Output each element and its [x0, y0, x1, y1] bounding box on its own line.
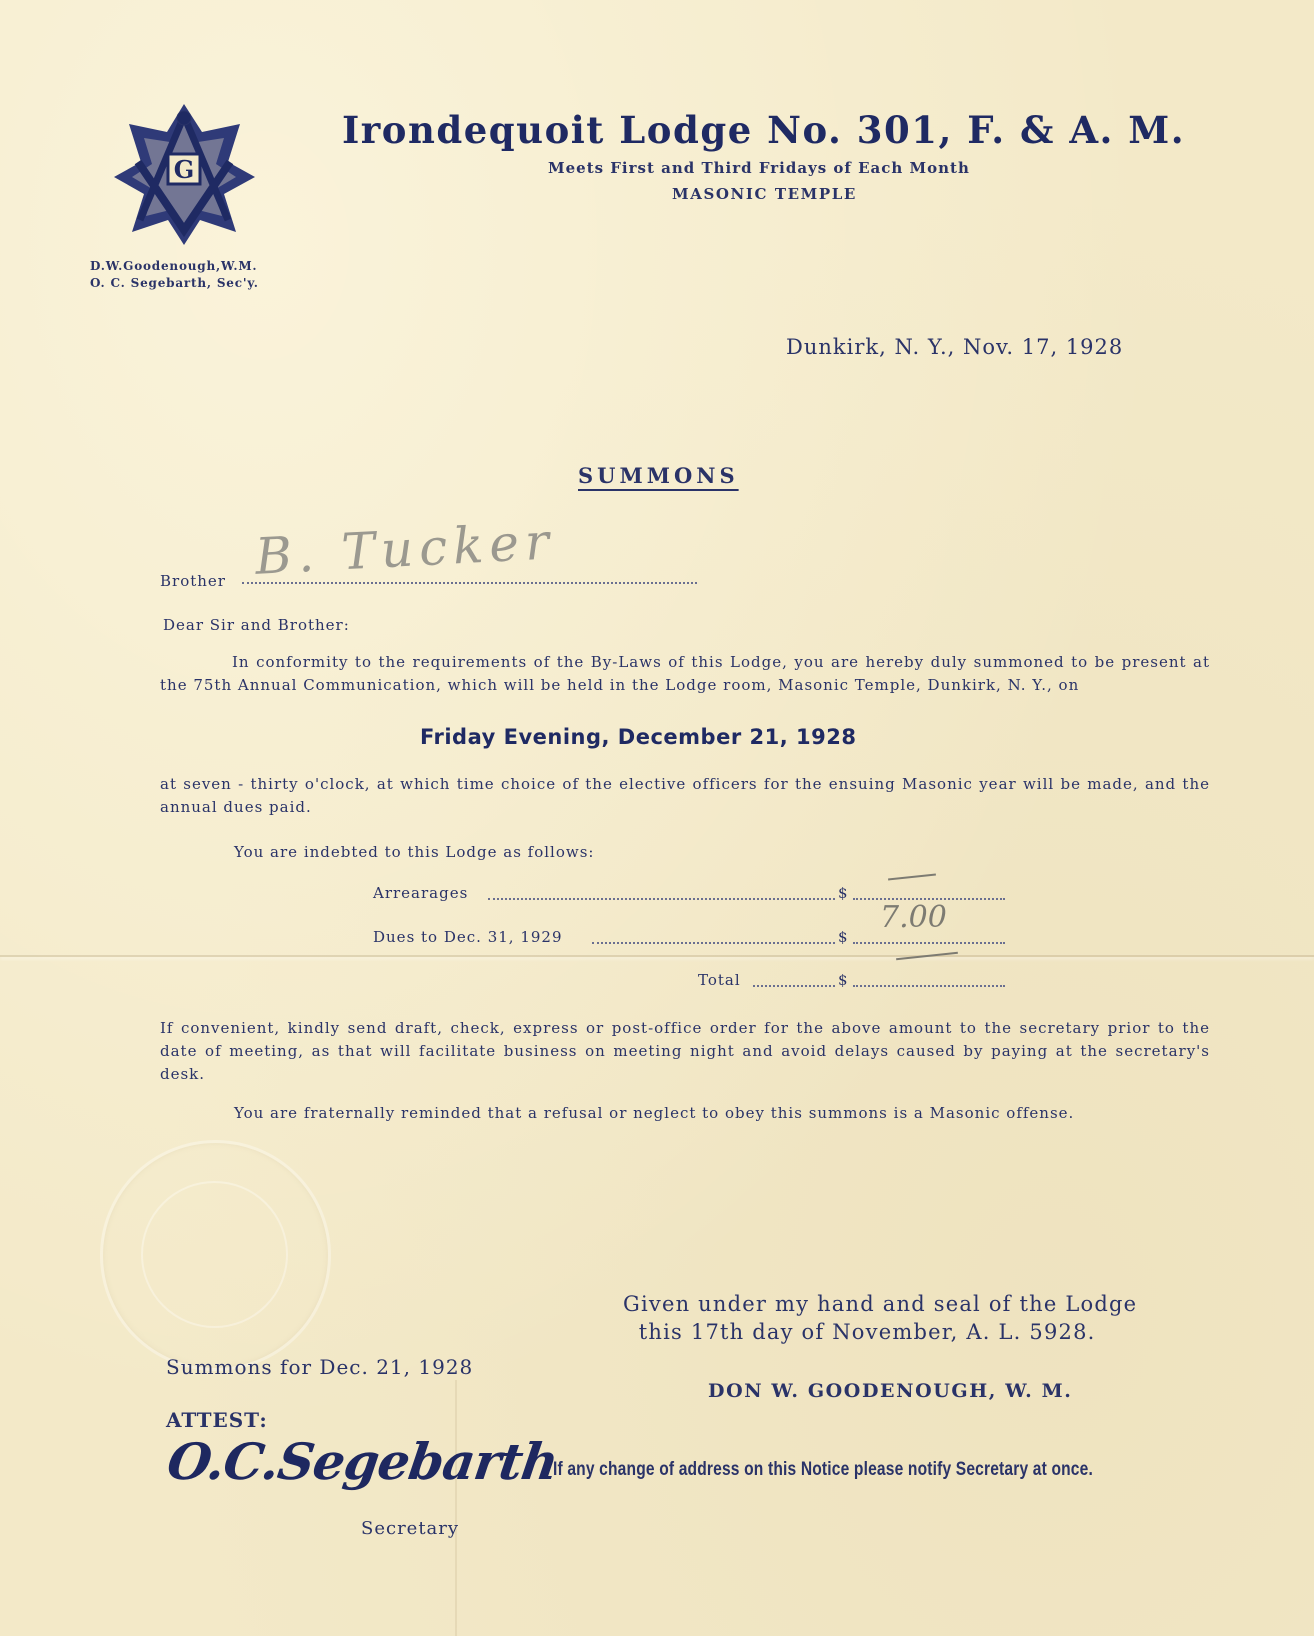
fee-label: Dues to Dec. 31, 1929	[373, 928, 563, 946]
address-change-notice: If any change of address on this Notice please notify Secretary at once.	[553, 1459, 1093, 1480]
handwritten-brother-name: B. Tucker	[253, 512, 557, 586]
fee-label: Arrearages	[373, 884, 469, 902]
salutation: Dear Sir and Brother:	[163, 616, 350, 634]
lodge-title: Irondequoit Lodge No. 301, F. & A. M.	[342, 108, 1186, 152]
fold-crease-vertical	[455, 1380, 457, 1636]
summons-for-date: Summons for Dec. 21, 1928	[166, 1355, 474, 1379]
letter-date: Dunkirk, N. Y., Nov. 17, 1928	[786, 335, 1124, 359]
document-heading: SUMMONS	[578, 463, 739, 488]
fee-label: Total	[698, 971, 741, 989]
meeting-details-paragraph: at seven - thirty o'clock, at which time choice of the elective officers for the ensuing Masonic year will be made, and the annual dues paid.	[160, 775, 1210, 816]
currency-symbol: $	[838, 971, 849, 989]
amount-line	[853, 942, 1005, 944]
secretary-signature: O.C.Segebarth	[163, 1432, 562, 1491]
secretary-title: Secretary	[361, 1518, 460, 1539]
leader-dots	[488, 898, 835, 900]
handwritten-dues-amount: 7.00	[880, 900, 947, 935]
meeting-date: Friday Evening, December 21, 1928	[420, 725, 857, 749]
lodge-meeting-schedule: Meets First and Third Fridays of Each Month	[548, 159, 970, 177]
lodge-officers	[90, 258, 259, 292]
amount-line	[853, 985, 1005, 987]
indebted-line: You are indebted to this Lodge as follows:	[234, 843, 595, 861]
officer-master: D.W.Goodenough,W.M.	[90, 259, 258, 273]
currency-symbol: $	[838, 928, 849, 946]
summons-paragraph: In conformity to the requirements of the By-Laws of this Lodge, you are hereby duly summoned to be present at the 75th Annual Communication, which will be held in the Lodge room, Masonic Temple, Dunkirk, N. Y., on	[160, 653, 1210, 694]
seal-inner-ring	[141, 1181, 288, 1328]
square-and-compasses-icon	[112, 102, 257, 247]
fold-crease-horizontal	[0, 955, 1314, 957]
leader-dots	[592, 942, 835, 944]
officer-secretary: O. C. Segebarth, Sec'y.	[90, 276, 259, 290]
attest-label: ATTEST:	[166, 1408, 268, 1432]
leader-dots	[753, 985, 835, 987]
given-under-seal: Given under my hand and seal of the Lodge this 17th day of November, A. L. 5928.	[623, 1292, 1138, 1344]
payment-paragraph: If convenient, kindly send draft, check, express or post-office order for the above amount to the secretary prior to the date of meeting, as that will facilitate business on meeting night and avoid delays caused by paying at the secretary's desk.	[160, 1019, 1210, 1083]
lodge-location: MASONIC TEMPLE	[672, 185, 857, 203]
currency-symbol: $	[838, 884, 849, 902]
worshipful-master-name: DON W. GOODENOUGH, W. M.	[708, 1380, 1073, 1402]
reminder-line: You are fraternally reminded that a refusal or neglect to obey this summons is a Masonic offense.	[234, 1104, 1075, 1122]
svg-text:G: G	[173, 155, 195, 184]
brother-label: Brother	[160, 572, 226, 590]
embossed-seal	[100, 1140, 331, 1371]
